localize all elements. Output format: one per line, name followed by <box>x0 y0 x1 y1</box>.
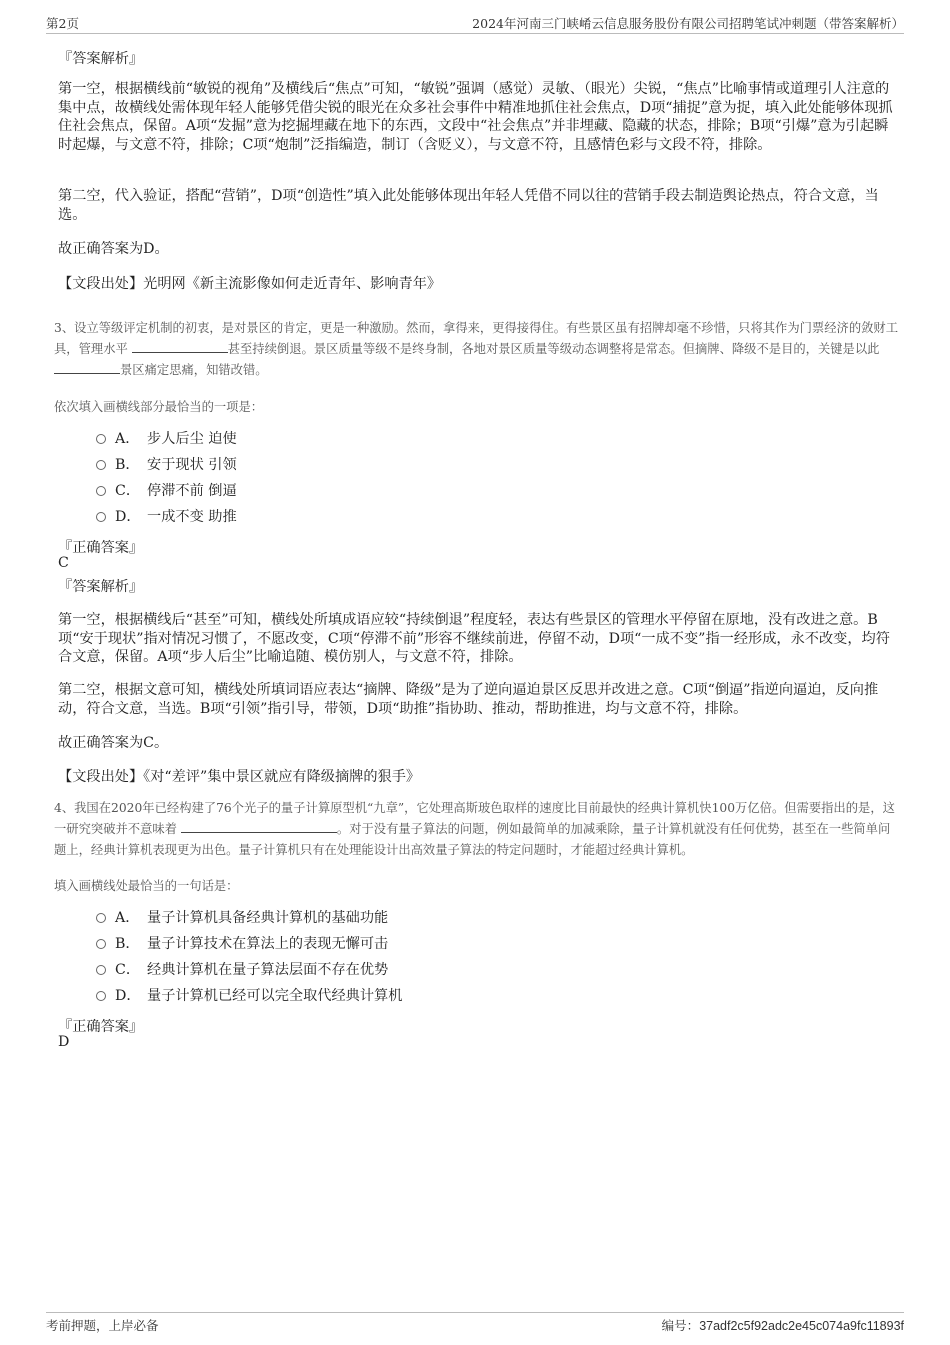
q4-option-d[interactable]: D． 量子计算机已经可以完全取代经典计算机 <box>96 986 402 1006</box>
radio-icon[interactable] <box>96 939 106 949</box>
q4-option-a[interactable]: A． 量子计算机具备经典计算机的基础功能 <box>96 908 388 928</box>
q4-question-text: 4、我国在2020年已经构建了76个光子的量子计算原型机“九章”，它处理高斯玻色取样的速度比目前最快的经典计算机快100万亿倍。但需要指出的是，这一研究突破并不意味着 。对于没有量子算法的问题，例如最简单的加减乘除，量子计算机就没有任何优势，甚至在一些简单问题上，经典计算机表现更为出色。量子计算机只有在处理能设计出高效量子算法的特定问题时，才能超过经典计算机。 <box>54 801 895 857</box>
q2-analysis-paragraph-2: 第二空，代入验证，搭配“营销”，D项“创造性”填入此处能够体现出年轻人凭借不同以往的营销手段去制造舆论热点，符合文意，当选。 <box>58 188 879 223</box>
footer-divider <box>46 1312 904 1313</box>
q3-analysis-label: 『答案解析』 <box>58 579 144 595</box>
q3-conclusion: 故正确答案为C。 <box>58 735 169 751</box>
q3-source: 【文段出处】《对“差评”集中景区就应有降级摘牌的狠手》 <box>58 769 421 785</box>
q3-question-text: 3、设立等级评定机制的初衷，是对景区的肯定，更是一种激励。然而，拿得来，更得接得住。有些景区虽有招牌却毫不珍惜，只将其作为门票经济的敛财工具，管理水平 甚至持续倒退。景区质量等级不是终身制，各地对景区质量等级动态调整将是常态。但摘牌、降级不是目的，关键是以此 景区痛定思痛，知错改错。 <box>54 321 899 377</box>
q3-option-d[interactable]: D． 一成不变 助推 <box>96 507 237 527</box>
q4-answer-label: 『正确答案』 <box>58 1019 144 1035</box>
q3-answer-label: 『正确答案』 <box>58 540 144 556</box>
document-code: 编号：37adf2c5f92adc2e45c074a9fc11893f <box>661 1318 904 1333</box>
q4-option-b[interactable]: B． 量子计算技术在算法上的表现无懈可击 <box>96 934 388 954</box>
radio-icon[interactable] <box>96 965 106 975</box>
q3-answer: C <box>58 555 69 571</box>
radio-icon[interactable] <box>96 991 106 1001</box>
radio-icon[interactable] <box>96 512 106 522</box>
document-title: 2024年河南三门峡崤云信息服务股份有限公司招聘笔试冲刺题（带答案解析） <box>472 16 904 31</box>
q2-source: 【文段出处】光明网《新主流影像如何走近青年、影响青年》 <box>58 276 442 292</box>
radio-icon[interactable] <box>96 913 106 923</box>
q2-analysis-paragraph-1: 第一空，根据横线前“敏锐的视角”及横线后“焦点”可知，“敏锐”强调（感觉）灵敏、（眼光）尖锐，“焦点”比喻事情或道理引人注意的集中点，故横线处需体现年轻人能够凭借尖锐的眼光在众多社会事件中精准地抓住社会焦点，D项“捕捉”意为捉，填入此处能够体现抓住社会焦点，保留。A项“发掘”意为挖掘埋藏在地下的东西，文段中“社会焦点”并非埋藏、隐藏的状态，排除；B项“引爆”意为引起瞬时起爆，与文意不符，排除；C项“炮制”泛指编造，制订（含贬义），与文意不符，且感情色彩与文段不符，排除。 <box>58 81 893 153</box>
q3-analysis-paragraph-1: 第一空，根据横线后“甚至”可知，横线处所填成语应较“持续倒退”程度轻，表达有些景区的管理水平停留在原地，没有改进之意。B项“安于现状”指对情况习惯了，不愿改变，C项“停滞不前”形容不继续前进，停留不动，D项“一成不变”指一经形成，永不改变，均符合文意，保留。A项“步人后尘”比喻追随、模仿别人，与文意不符，排除。 <box>58 612 890 665</box>
footer-slogan: 考前押题，上岸必备 <box>46 1318 159 1333</box>
q4-blank <box>181 820 337 833</box>
q4-option-c[interactable]: C． 经典计算机在量子算法层面不存在优势 <box>96 960 388 980</box>
q3-blank-2 <box>54 361 120 374</box>
q3-option-b[interactable]: B． 安于现状 引领 <box>96 455 237 475</box>
q4-instruction: 填入画横线处最恰当的一句话是： <box>54 879 239 893</box>
q2-conclusion: 故正确答案为D。 <box>58 241 169 257</box>
radio-icon[interactable] <box>96 434 106 444</box>
header-divider <box>46 33 904 34</box>
q4-answer: D <box>58 1034 70 1050</box>
q2-analysis-label: 『答案解析』 <box>58 51 144 67</box>
radio-icon[interactable] <box>96 460 106 470</box>
q3-analysis-paragraph-2: 第二空，根据文意可知，横线处所填词语应表达“摘牌、降级”是为了逆向逼迫景区反思并改进之意。C项“倒逼”指逆向逼迫，反向推动，符合文意，当选。B项“引领”指引导，带领，D项“助推”指协助、推动，帮助推进，均与文意不符，排除。 <box>58 682 879 717</box>
q3-instruction: 依次填入画横线部分最恰当的一项是： <box>54 400 264 414</box>
q3-option-c[interactable]: C． 停滞不前 倒逼 <box>96 481 237 501</box>
q3-option-a[interactable]: A． 步人后尘 迫使 <box>96 429 237 449</box>
q3-blank-1 <box>132 340 228 353</box>
page-number: 第2页 <box>46 16 79 31</box>
radio-icon[interactable] <box>96 486 106 496</box>
